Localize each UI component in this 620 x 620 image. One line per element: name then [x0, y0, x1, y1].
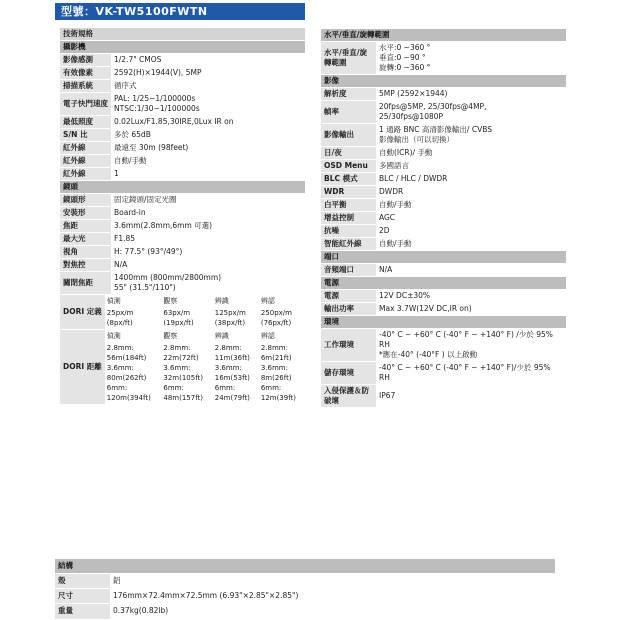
spec-label: 鏡頭形 — [60, 194, 111, 207]
spec-label: 重量 — [55, 604, 110, 619]
spec-value: N/A — [376, 264, 566, 277]
spec-label: 掃描系統 — [60, 80, 111, 93]
section-camera-title: 攝影機 — [60, 41, 305, 54]
spec-label: 增益控制 — [321, 212, 376, 225]
spec-label: 焦距 — [60, 220, 111, 233]
spec-value: 1/2.7" CMOS — [111, 54, 305, 67]
spec-label: 影像感測 — [60, 54, 111, 67]
spec-value: 5MP (2592×1944) — [376, 88, 566, 101]
spec-value: 水平:0 ~360 ° 垂直:0 ~90 ° 旋轉:0 ~360 ° — [376, 42, 566, 75]
spec-value: 最遠至 30m (98feet) — [111, 142, 305, 155]
spec-value: DWDR — [376, 186, 566, 199]
spec-value: 3.6mm(2.8mm,6mm 可選) — [111, 220, 305, 233]
spec-value: Board-in — [111, 207, 305, 220]
section-structure-title: 結構 — [55, 559, 555, 574]
spec-value: 2D — [376, 225, 566, 238]
dori-value: 2.8mm: 6m(21ft) 3.6mm: 8m(26ft) 6mm: 12m(39ft) — [259, 342, 305, 404]
dori-value: 2.8mm: 11m(36ft) 3.6mm: 16m(53ft) 6mm: 24m(79ft) — [213, 342, 259, 404]
spec-value: H: 77.5° (93°/49°) — [111, 246, 305, 259]
spec-value: 0.37kg(0.82lb) — [110, 604, 555, 619]
spec-label: 電子快門速度 — [60, 93, 111, 116]
dori-header: 辨認 — [259, 295, 305, 308]
spec-value: 自動/手動 — [111, 155, 305, 168]
dori-value: 63px/m (19px/ft) — [161, 307, 212, 330]
dori-header: 辨識 — [213, 330, 259, 343]
dori-header: 偵測 — [105, 295, 162, 308]
dori-value: 2.8mm: 56m(184ft) 3.6mm: 80m(262ft) 6mm: 120m(394ft) — [105, 342, 162, 404]
spec-label: 最大光 — [60, 233, 111, 246]
spec-value: BLC / HLC / DWDR — [376, 173, 566, 186]
dori-value: 250px/m (76px/ft) — [259, 307, 305, 330]
spec-label: 解析度 — [321, 88, 376, 101]
section-range-title: 水平/垂直/旋轉範圍 — [321, 29, 566, 42]
spec-label: 影像輸出 — [321, 124, 376, 147]
spec-value: 176mm×72.4mm×72.5mm (6.93"×2.85"×2.85") — [110, 589, 555, 604]
spec-label: 紅外線 — [60, 168, 111, 181]
spec-value: 循序式 — [111, 80, 305, 93]
dori-header: 偵測 — [105, 330, 162, 343]
dori-header: 辨識 — [213, 295, 259, 308]
spec-label: 水平/垂直/旋轉範圍 — [321, 42, 376, 75]
spec-value: 自動(ICR)/ 手動 — [376, 147, 566, 160]
spec-value: 1 通路 BNC 高清影像輸出/ CVBS 影像輸出（可以切換） — [376, 124, 566, 147]
spec-label: 最低照度 — [60, 116, 111, 129]
spec-value: 1 — [111, 168, 305, 181]
dori-definition-table — [60, 294, 305, 404]
dori-value: 25px/m (8px/ft) — [105, 307, 162, 330]
spec-value: AGC — [376, 212, 566, 225]
dori-value: 2.8mm: 22m(72ft) 3.6mm: 32m(105ft) 6mm: 48m(157ft) — [161, 342, 212, 404]
spec-label: 音頻端口 — [321, 264, 376, 277]
spec-label: 關閉焦距 — [60, 272, 111, 295]
spec-value: 自動/手動 — [376, 238, 566, 251]
spec-value: F1.85 — [111, 233, 305, 246]
spec-value: 2592(H)×1944(V), 5MP — [111, 67, 305, 80]
spec-label: 視角 — [60, 246, 111, 259]
spec-label: 儲存環境 — [321, 362, 376, 385]
model-title: 型號：VK-TW5100FWTN — [55, 3, 305, 20]
spec-label: S/N 比 — [60, 129, 111, 142]
dori-header: 觀察 — [161, 330, 212, 343]
spec-label: 入侵保護＆防破壞 — [321, 385, 376, 408]
spec-top-header: 技術規格 — [60, 28, 305, 41]
spec-value: 自動/手動 — [376, 199, 566, 212]
left-spec-column — [60, 28, 305, 404]
structure-block — [55, 558, 555, 619]
spec-value: 1400mm (800mm/2800mm) 55" (31.5"/110") — [111, 272, 305, 295]
dori-value: 125px/m (38px/ft) — [213, 307, 259, 330]
section-port-title: 端口 — [321, 251, 566, 264]
spec-value: 鋁 — [110, 574, 555, 589]
spec-label: 智能紅外線 — [321, 238, 376, 251]
spec-label: 對焦控 — [60, 259, 111, 272]
spec-value: 12V DC±30% — [376, 290, 566, 303]
spec-label: 輸出功率 — [321, 303, 376, 316]
spec-value: -40° C ~ +60° C (-40° F ~ +140° F)/少於 95% RH — [376, 362, 566, 385]
dori-header: 辨認 — [259, 330, 305, 343]
spec-value: 20fps@5MP, 25/30fps@4MP, 25/30fps@1080P — [376, 101, 566, 124]
spec-value: N/A — [111, 259, 305, 272]
spec-label: 日/夜 — [321, 147, 376, 160]
section-lens-title: 鏡頭 — [60, 181, 305, 194]
spec-label: BLC 模式 — [321, 173, 376, 186]
right-spec-column — [321, 28, 566, 407]
spec-value: 多於 65dB — [111, 129, 305, 142]
spec-value: -40° C ~ +60° C (-40° F ~ +140° F) /少於 95% RH *應在-40° (-40°F ) 以上啟動 — [376, 329, 566, 362]
spec-label: 紅外線 — [60, 142, 111, 155]
spec-value: PAL: 1/25~1/100000s NTSC:1/30~1/100000s — [111, 93, 305, 116]
spec-label: 殼 — [55, 574, 110, 589]
spec-label: 抗噪 — [321, 225, 376, 238]
dori-header: 觀察 — [161, 295, 212, 308]
spec-label: 白平衡 — [321, 199, 376, 212]
spec-label: 紅外線 — [60, 155, 111, 168]
section-power-title: 電源 — [321, 277, 566, 290]
spec-label: OSD Menu — [321, 160, 376, 173]
spec-value: 0.02Lux/F1.85,30IRE,0Lux IR on — [111, 116, 305, 129]
structure-table — [55, 558, 555, 619]
dori-definition-label: DORI 定義 — [60, 295, 105, 330]
section-environment-title: 環境 — [321, 316, 566, 329]
spec-value: 固定鏡頭/固定光圈 — [111, 194, 305, 207]
spec-value: Max 3.7W(12V DC,IR on) — [376, 303, 566, 316]
section-image-title: 影像 — [321, 75, 566, 88]
dori-distance-label: DORI 距離 — [60, 330, 105, 405]
spec-label: 安裝形 — [60, 207, 111, 220]
spec-label: 尺寸 — [55, 589, 110, 604]
spec-value: IP67 — [376, 385, 566, 408]
spec-label: 工作環境 — [321, 329, 376, 362]
spec-value: 多國語言 — [376, 160, 566, 173]
spec-label: 電源 — [321, 290, 376, 303]
spec-label: 幀率 — [321, 101, 376, 124]
spec-label: WDR — [321, 186, 376, 199]
spec-label: 有效像素 — [60, 67, 111, 80]
right-spec-table — [321, 28, 566, 407]
left-spec-table — [60, 28, 305, 294]
